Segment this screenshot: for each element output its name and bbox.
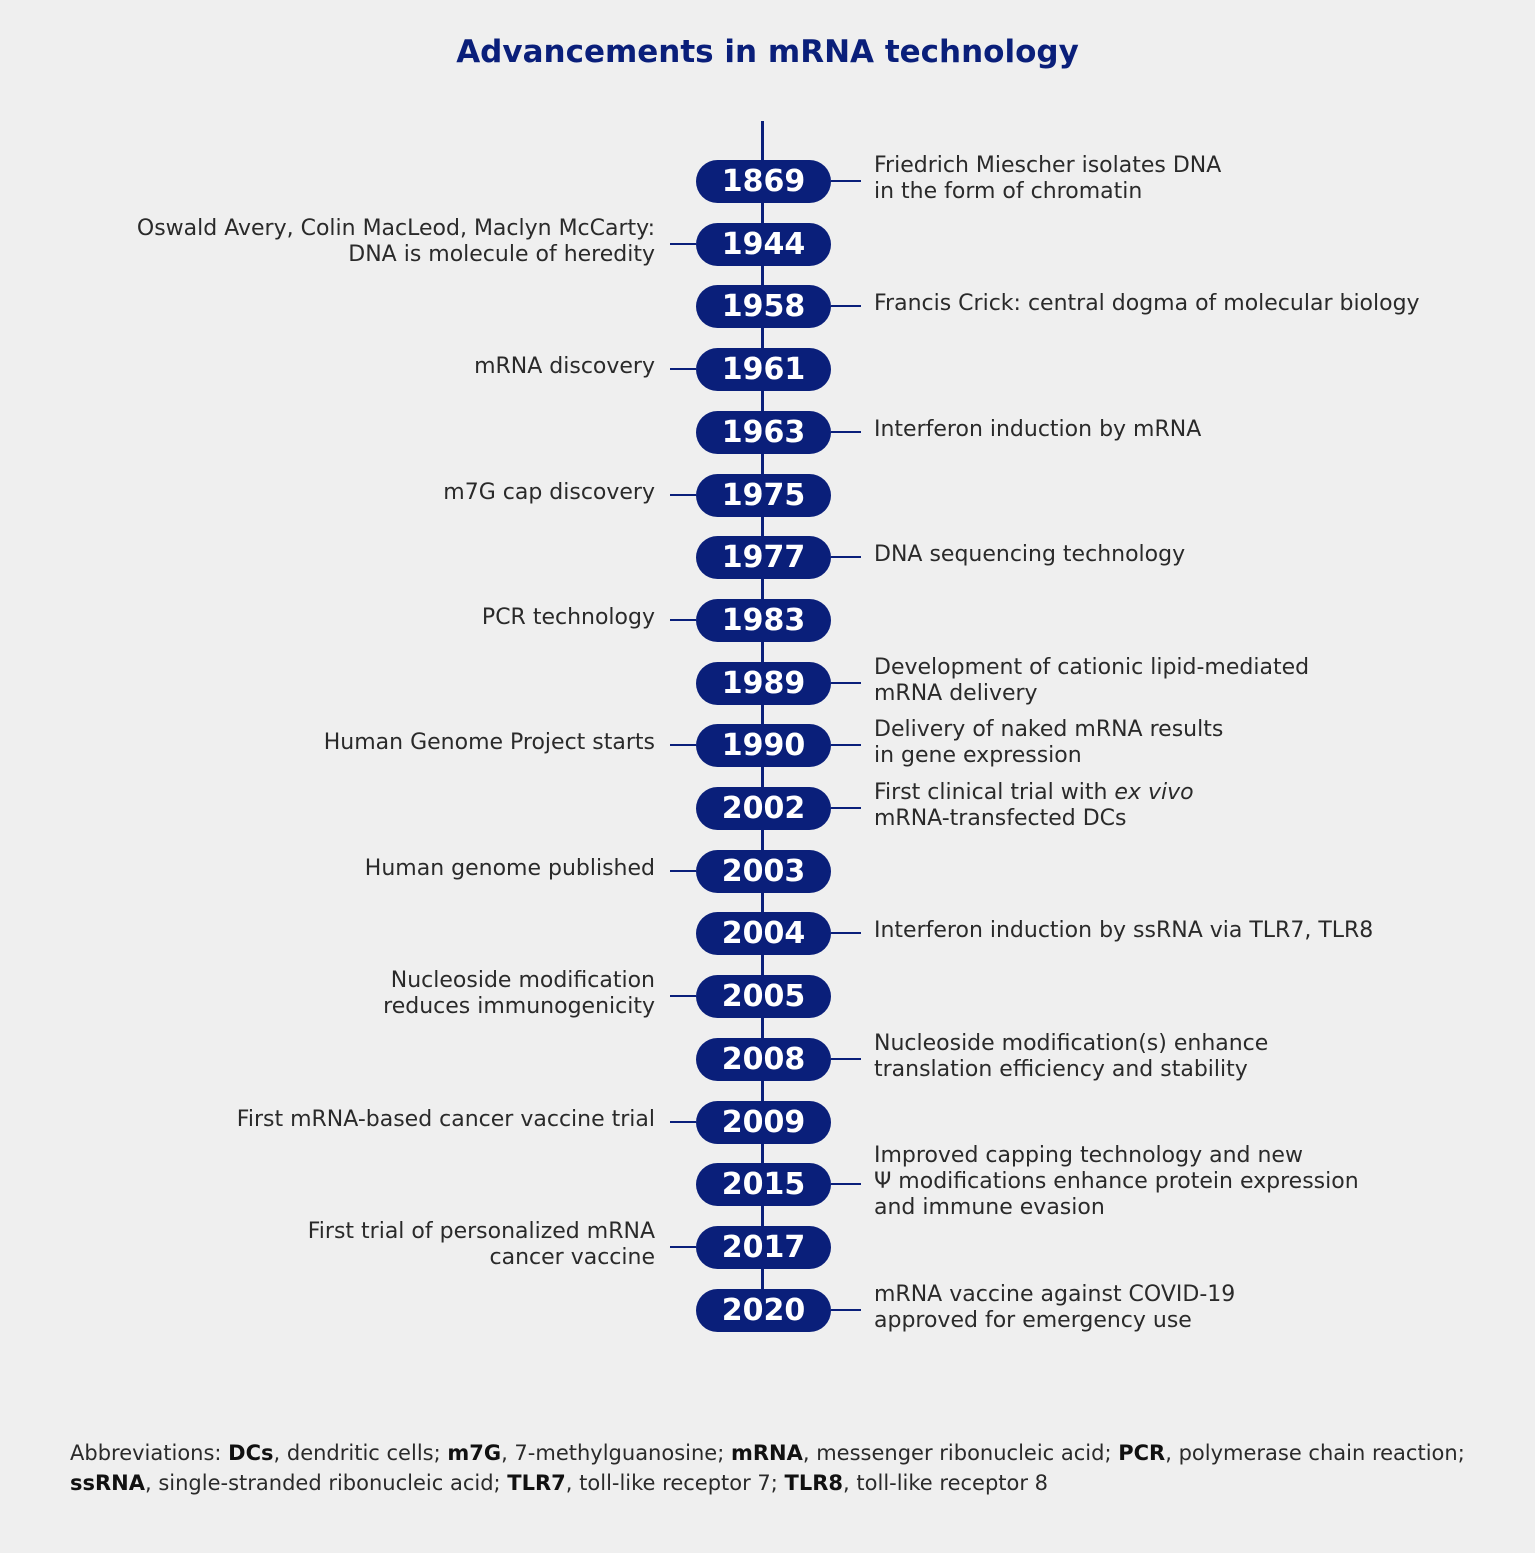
year-label: 1975 bbox=[721, 478, 806, 513]
event-line: in gene expression bbox=[874, 743, 1082, 768]
abbreviation-definition: , single-stranded ribonucleic acid; bbox=[145, 1471, 508, 1495]
year-pill-1977 bbox=[696, 536, 831, 579]
event-label-2005-left bbox=[383, 968, 655, 1020]
year-pill-2004 bbox=[696, 912, 831, 955]
event-line: First mRNA-based cancer vaccine trial bbox=[236, 1107, 655, 1132]
connector-line bbox=[670, 744, 696, 746]
connector-line bbox=[670, 870, 696, 872]
event-label-1975-left bbox=[443, 480, 655, 506]
year-pill-2003 bbox=[696, 850, 831, 893]
event-line: m7G cap discovery bbox=[443, 480, 655, 505]
year-label: 2004 bbox=[721, 916, 806, 951]
year-pill-1983 bbox=[696, 599, 831, 642]
connector-line bbox=[670, 1246, 696, 1248]
connector-line bbox=[831, 556, 861, 558]
year-pill-2015 bbox=[696, 1163, 831, 1206]
event-label-1977-right bbox=[874, 542, 1185, 568]
connector-line bbox=[831, 682, 861, 684]
event-label-1961-left bbox=[474, 354, 655, 380]
year-label: 2008 bbox=[721, 1042, 806, 1077]
event-line: Interferon induction by mRNA bbox=[874, 417, 1202, 442]
year-pill-1958 bbox=[696, 285, 831, 328]
abbreviation-term: DCs bbox=[228, 1441, 274, 1465]
event-label-1990-left bbox=[324, 730, 655, 756]
event-label-1944-left bbox=[137, 216, 655, 268]
year-label: 2020 bbox=[721, 1293, 806, 1328]
year-pill-2008 bbox=[696, 1038, 831, 1081]
event-label-2008-right bbox=[874, 1031, 1268, 1083]
year-pill-1869 bbox=[696, 160, 831, 203]
event-line: mRNA delivery bbox=[874, 681, 1038, 706]
event-label-2004-right bbox=[874, 918, 1373, 944]
event-line: Oswald Avery, Colin MacLeod, Maclyn McCarty: bbox=[136, 216, 655, 241]
connector-line bbox=[831, 1183, 861, 1185]
year-pill-1990 bbox=[696, 724, 831, 767]
event-label-2003-left bbox=[365, 856, 655, 882]
year-label: 2009 bbox=[721, 1105, 806, 1140]
abbreviations-prefix: Abbreviations: bbox=[70, 1441, 229, 1465]
connector-line bbox=[831, 807, 861, 809]
year-label: 2005 bbox=[721, 979, 806, 1014]
connector-line bbox=[670, 1121, 696, 1123]
event-label-2002-right bbox=[874, 780, 1194, 832]
event-label-1963-right bbox=[874, 417, 1201, 443]
year-label: 2002 bbox=[721, 791, 806, 826]
year-pill-2009 bbox=[696, 1101, 831, 1144]
abbreviation-definition: , toll-like receptor 8 bbox=[843, 1471, 1049, 1495]
event-line: First trial of personalized mRNA bbox=[307, 1219, 655, 1244]
connector-line bbox=[831, 1058, 861, 1060]
event-line: Friedrich Miescher isolates DNA bbox=[874, 153, 1222, 178]
event-label-2017-left bbox=[308, 1219, 655, 1271]
event-line: mRNA discovery bbox=[474, 354, 655, 379]
abbreviation-term: TLR7 bbox=[507, 1471, 566, 1495]
year-pill-2002 bbox=[696, 787, 831, 830]
event-line: Human Genome Project starts bbox=[323, 730, 655, 755]
abbreviation-term: PCR bbox=[1118, 1441, 1166, 1465]
connector-line bbox=[831, 932, 861, 934]
event-line: translation efficiency and stability bbox=[874, 1057, 1248, 1082]
event-line: DNA sequencing technology bbox=[874, 542, 1186, 567]
year-label: 2003 bbox=[721, 854, 806, 889]
event-line: and immune evasion bbox=[874, 1195, 1105, 1220]
event-line: mRNA-transfected DCs bbox=[874, 806, 1127, 831]
connector-line bbox=[831, 744, 861, 746]
year-label: 1958 bbox=[721, 289, 806, 324]
event-line: Interferon induction by ssRNA via TLR7, TLR8 bbox=[874, 918, 1374, 943]
year-pill-1963 bbox=[696, 411, 831, 454]
event-label-1869-right bbox=[874, 153, 1221, 205]
abbreviation-definition: , dendritic cells; bbox=[273, 1441, 448, 1465]
abbreviation-term: mRNA bbox=[730, 1441, 803, 1465]
year-pill-1975 bbox=[696, 474, 831, 517]
event-line: in the form of chromatin bbox=[874, 179, 1143, 204]
event-label-1990-right bbox=[874, 717, 1223, 769]
abbreviation-definition: , 7-methylguanosine; bbox=[501, 1441, 731, 1465]
event-line: Human genome published bbox=[364, 856, 655, 881]
event-label-2020-right bbox=[874, 1282, 1235, 1334]
year-pill-1989 bbox=[696, 662, 831, 705]
abbreviation-definition: , messenger ribonucleic acid; bbox=[802, 1441, 1119, 1465]
year-pill-1961 bbox=[696, 348, 831, 391]
event-label-2009-left bbox=[237, 1107, 655, 1133]
year-label: 1977 bbox=[721, 540, 806, 575]
connector-line bbox=[831, 180, 861, 182]
event-label-1958-right bbox=[874, 291, 1420, 317]
event-line: mRNA vaccine against COVID-19 bbox=[874, 1282, 1236, 1307]
event-line: cancer vaccine bbox=[489, 1245, 655, 1270]
event-line: Nucleoside modification bbox=[390, 968, 655, 993]
connector-line bbox=[670, 619, 696, 621]
abbreviation-term: TLR8 bbox=[784, 1471, 844, 1495]
event-line: reduces immunogenicity bbox=[383, 994, 655, 1019]
abbreviations-footnote bbox=[70, 1438, 1510, 1498]
event-label-1983-left bbox=[482, 605, 655, 631]
year-pill-2017 bbox=[696, 1226, 831, 1269]
year-pill-2020 bbox=[696, 1289, 831, 1332]
year-label: 1989 bbox=[721, 666, 806, 701]
abbreviation-term: m7G bbox=[447, 1441, 502, 1465]
year-pill-2005 bbox=[696, 975, 831, 1018]
abbreviation-definition: , toll-like receptor 7; bbox=[565, 1471, 785, 1495]
connector-line bbox=[670, 995, 696, 997]
event-line: Francis Crick: central dogma of molecular biology bbox=[874, 291, 1420, 316]
connector-line bbox=[831, 431, 861, 433]
event-label-2015-right bbox=[874, 1143, 1359, 1221]
connector-line bbox=[670, 243, 696, 245]
connector-line bbox=[670, 368, 696, 370]
year-label: 1961 bbox=[721, 352, 806, 387]
abbreviation-definition: , polymerase chain reaction; bbox=[1165, 1441, 1465, 1465]
event-line: Ψ modifications enhance protein expression bbox=[874, 1169, 1359, 1194]
abbreviation-term: ssRNA bbox=[70, 1471, 145, 1495]
connector-line bbox=[831, 305, 861, 307]
year-label: 2015 bbox=[721, 1167, 806, 1202]
event-label-1989-right bbox=[874, 655, 1309, 707]
event-line: Development of cationic lipid-mediated bbox=[874, 655, 1310, 680]
year-label: 1963 bbox=[721, 415, 806, 450]
event-line: PCR technology bbox=[481, 605, 655, 630]
event-line: Nucleoside modification(s) enhance bbox=[874, 1031, 1269, 1056]
year-label: 1983 bbox=[721, 603, 806, 638]
year-pill-1944 bbox=[696, 223, 831, 266]
event-line: DNA is molecule of heredity bbox=[348, 242, 655, 267]
event-line: Delivery of naked mRNA results bbox=[874, 717, 1224, 742]
event-line: Improved capping technology and new bbox=[874, 1143, 1303, 1168]
page-title: Advancements in mRNA technology bbox=[456, 34, 1079, 70]
event-line: First clinical trial with ex vivo bbox=[874, 780, 1194, 805]
year-label: 1869 bbox=[721, 164, 806, 199]
year-label: 1990 bbox=[721, 728, 806, 763]
year-label: 2017 bbox=[721, 1230, 806, 1265]
connector-line bbox=[670, 494, 696, 496]
year-label: 1944 bbox=[721, 227, 806, 262]
connector-line bbox=[831, 1309, 861, 1311]
event-line: approved for emergency use bbox=[874, 1308, 1192, 1333]
